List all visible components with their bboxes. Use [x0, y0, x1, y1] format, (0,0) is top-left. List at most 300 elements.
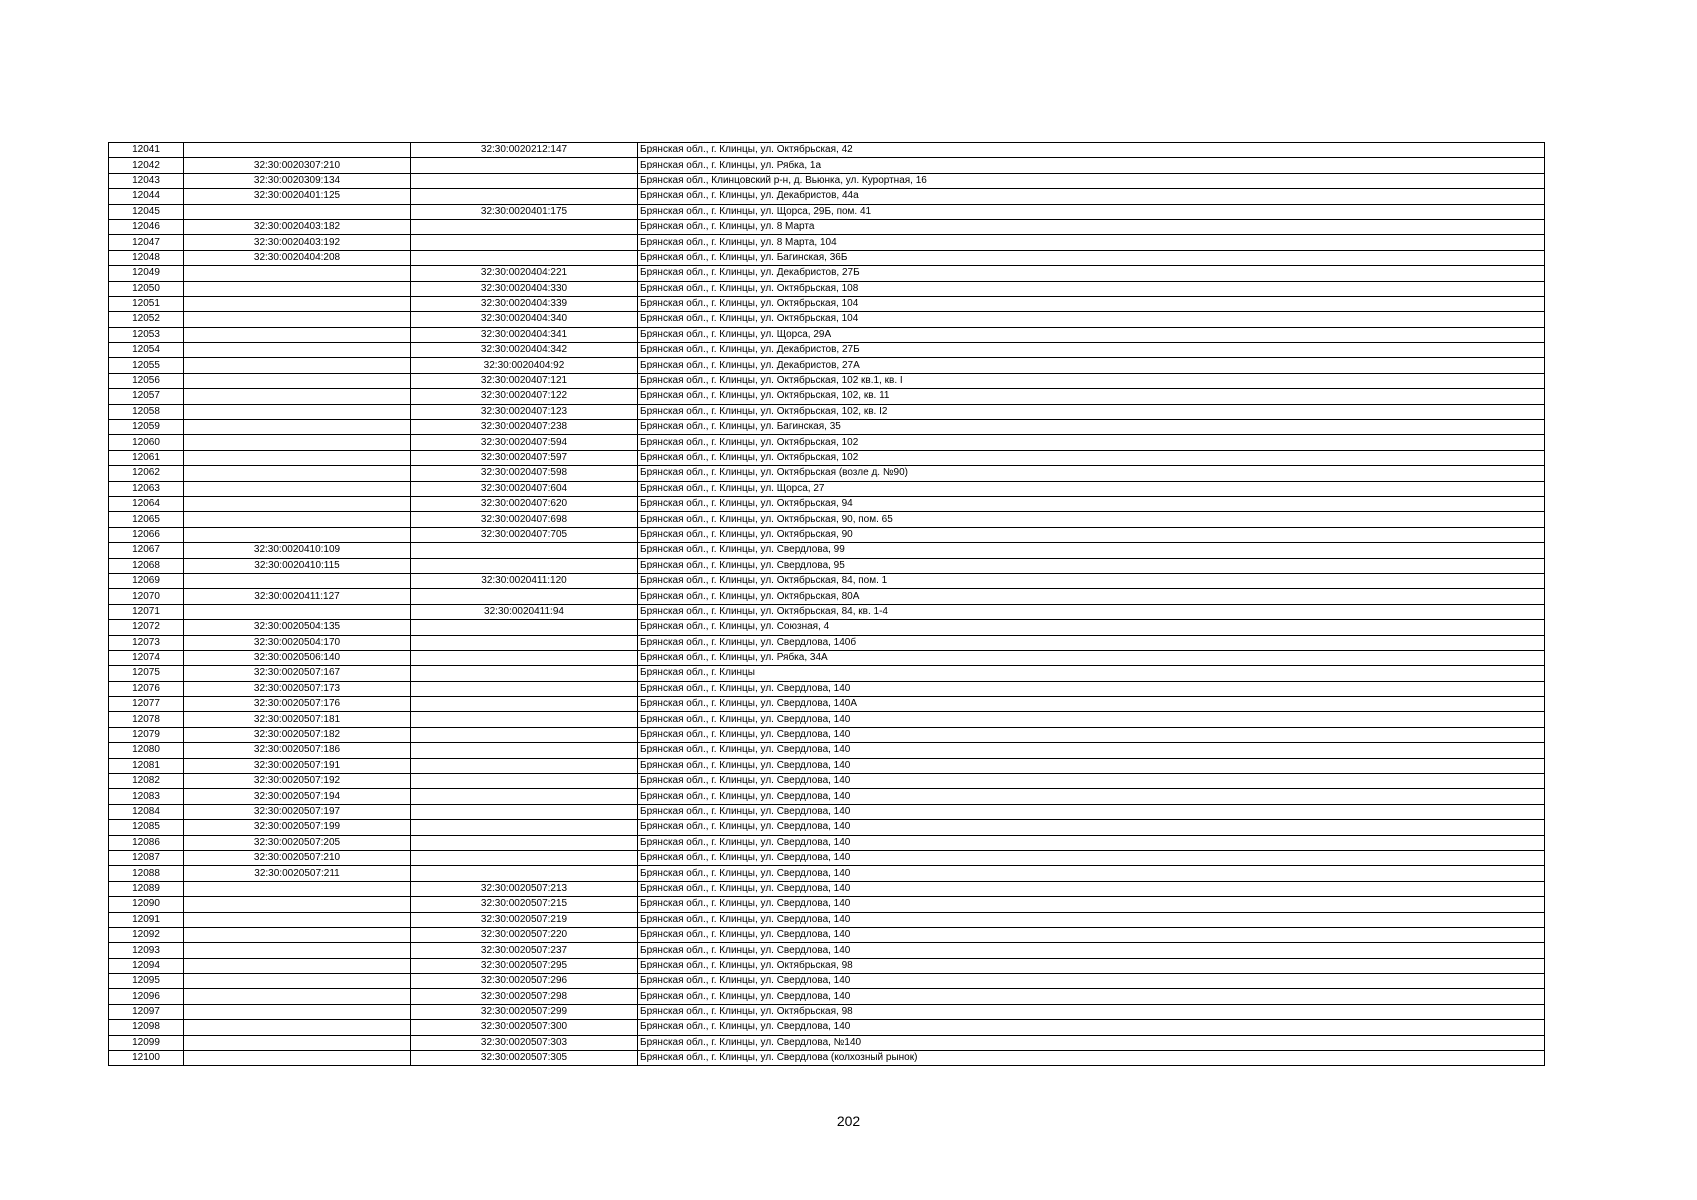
cadastral-number-a-cell: 32:30:0020410:115 — [184, 558, 411, 573]
cadastral-number-a-cell — [184, 450, 411, 465]
cadastral-number-a-cell: 32:30:0020504:170 — [184, 635, 411, 650]
row-number-cell: 12097 — [109, 1004, 184, 1019]
table-row — [109, 758, 1545, 773]
row-number-cell: 12076 — [109, 681, 184, 696]
table-row — [109, 312, 1545, 327]
cadastral-number-b-cell: 32:30:0020507:299 — [411, 1004, 638, 1019]
cadastral-number-a-cell: 32:30:0020507:173 — [184, 681, 411, 696]
row-number-cell: 12054 — [109, 343, 184, 358]
cadastral-number-b-cell: 32:30:0020404:342 — [411, 343, 638, 358]
table-row — [109, 158, 1545, 173]
cadastral-number-b-cell — [411, 558, 638, 573]
row-number-cell: 12095 — [109, 974, 184, 989]
cadastral-number-a-cell — [184, 1051, 411, 1066]
row-number-cell: 12058 — [109, 404, 184, 419]
address-cell: Брянская обл., г. Клинцы, ул. Октябрьская, 102, кв. I2 — [638, 404, 1545, 419]
cadastral-number-b-cell: 32:30:0020507:220 — [411, 927, 638, 942]
address-cell: Брянская обл., г. Клинцы, ул. Свердлова, 140 — [638, 1020, 1545, 1035]
table-row — [109, 219, 1545, 234]
table-row — [109, 604, 1545, 619]
row-number-cell: 12071 — [109, 604, 184, 619]
cadastral-number-a-cell: 32:30:0020507:194 — [184, 789, 411, 804]
row-number-cell: 12064 — [109, 496, 184, 511]
table-row — [109, 512, 1545, 527]
row-number-cell: 12087 — [109, 850, 184, 865]
cadastral-number-a-cell — [184, 143, 411, 158]
cadastral-number-a-cell: 32:30:0020507:199 — [184, 820, 411, 835]
table-row — [109, 681, 1545, 696]
table-row — [109, 974, 1545, 989]
cadastral-number-a-cell: 32:30:0020410:109 — [184, 543, 411, 558]
row-number-cell: 12055 — [109, 358, 184, 373]
row-number-cell: 12080 — [109, 743, 184, 758]
table-row — [109, 881, 1545, 896]
address-cell: Брянская обл., г. Клинцы, ул. Рябка, 1а — [638, 158, 1545, 173]
address-cell: Брянская обл., г. Клинцы, ул. Октябрьская, 98 — [638, 1004, 1545, 1019]
cadastral-number-a-cell: 32:30:0020504:135 — [184, 620, 411, 635]
row-number-cell: 12065 — [109, 512, 184, 527]
row-number-cell: 12052 — [109, 312, 184, 327]
table-row — [109, 343, 1545, 358]
table-row — [109, 712, 1545, 727]
row-number-cell: 12056 — [109, 373, 184, 388]
table-row — [109, 143, 1545, 158]
cadastral-number-b-cell: 32:30:0020507:215 — [411, 897, 638, 912]
address-cell: Брянская обл., г. Клинцы, ул. 8 Марта — [638, 219, 1545, 234]
cadastral-number-b-cell: 32:30:0020507:295 — [411, 958, 638, 973]
row-number-cell: 12099 — [109, 1035, 184, 1050]
address-cell: Брянская обл., г. Клинцы, ул. Рябка, 34А — [638, 650, 1545, 665]
cadastral-number-b-cell — [411, 666, 638, 681]
address-cell: Брянская обл., г. Клинцы, ул. Свердлова, 140 — [638, 943, 1545, 958]
row-number-cell: 12060 — [109, 435, 184, 450]
cadastral-number-b-cell: 32:30:0020411:94 — [411, 604, 638, 619]
row-number-cell: 12090 — [109, 897, 184, 912]
row-number-cell: 12082 — [109, 774, 184, 789]
address-cell: Брянская обл., г. Клинцы, ул. Свердлова, 140 — [638, 712, 1545, 727]
cadastral-number-a-cell — [184, 389, 411, 404]
row-number-cell: 12059 — [109, 420, 184, 435]
address-cell: Брянская обл., г. Клинцы, ул. Свердлова, 140 — [638, 989, 1545, 1004]
address-cell: Брянская обл., Клинцовский р-н, д. Вьюнка, ул. Курортная, 16 — [638, 173, 1545, 188]
table-row — [109, 743, 1545, 758]
table-row — [109, 1035, 1545, 1050]
address-cell: Брянская обл., г. Клинцы, ул. Октябрьская, 102, кв. 11 — [638, 389, 1545, 404]
cadastral-number-a-cell — [184, 512, 411, 527]
table-row — [109, 266, 1545, 281]
table-row — [109, 496, 1545, 511]
registry-table-body — [109, 143, 1545, 1066]
row-number-cell: 12083 — [109, 789, 184, 804]
cadastral-number-a-cell — [184, 1035, 411, 1050]
row-number-cell: 12048 — [109, 250, 184, 265]
cadastral-number-b-cell — [411, 173, 638, 188]
cadastral-number-b-cell — [411, 850, 638, 865]
table-row — [109, 943, 1545, 958]
cadastral-number-b-cell: 32:30:0020407:620 — [411, 496, 638, 511]
table-row — [109, 789, 1545, 804]
address-cell: Брянская обл., г. Клинцы, ул. Свердлова, №140 — [638, 1035, 1545, 1050]
row-number-cell: 12053 — [109, 327, 184, 342]
cadastral-number-b-cell — [411, 835, 638, 850]
table-row — [109, 958, 1545, 973]
table-row — [109, 820, 1545, 835]
cadastral-number-a-cell — [184, 296, 411, 311]
row-number-cell: 12086 — [109, 835, 184, 850]
row-number-cell: 12084 — [109, 804, 184, 819]
row-number-cell: 12072 — [109, 620, 184, 635]
table-row — [109, 697, 1545, 712]
table-row — [109, 804, 1545, 819]
address-cell: Брянская обл., г. Клинцы, ул. Октябрьская, 84, кв. 1-4 — [638, 604, 1545, 619]
page-number: 202 — [836, 1113, 861, 1129]
cadastral-number-b-cell: 32:30:0020407:597 — [411, 450, 638, 465]
cadastral-number-a-cell — [184, 496, 411, 511]
address-cell: Брянская обл., г. Клинцы, ул. Свердлова, 140 — [638, 850, 1545, 865]
row-number-cell: 12079 — [109, 727, 184, 742]
address-cell: Брянская обл., г. Клинцы, ул. Октябрьская, 90, пом. 65 — [638, 512, 1545, 527]
address-cell: Брянская обл., г. Клинцы, ул. Октябрьская, 84, пом. 1 — [638, 573, 1545, 588]
row-number-cell: 12066 — [109, 527, 184, 542]
row-number-cell: 12096 — [109, 989, 184, 1004]
cadastral-number-a-cell — [184, 404, 411, 419]
address-cell: Брянская обл., г. Клинцы, ул. Багинская, 36Б — [638, 250, 1545, 265]
row-number-cell: 12092 — [109, 927, 184, 942]
row-number-cell: 12042 — [109, 158, 184, 173]
cadastral-number-a-cell — [184, 527, 411, 542]
cadastral-number-a-cell — [184, 420, 411, 435]
cadastral-number-a-cell: 32:30:0020507:186 — [184, 743, 411, 758]
table-row — [109, 912, 1545, 927]
table-row — [109, 543, 1545, 558]
address-cell: Брянская обл., г. Клинцы, ул. Декабристов, 27А — [638, 358, 1545, 373]
row-number-cell: 12077 — [109, 697, 184, 712]
cadastral-number-b-cell: 32:30:0020404:339 — [411, 296, 638, 311]
cadastral-number-b-cell: 32:30:0020507:300 — [411, 1020, 638, 1035]
address-cell: Брянская обл., г. Клинцы, ул. Октябрьская, 80А — [638, 589, 1545, 604]
table-row — [109, 1051, 1545, 1066]
row-number-cell: 12075 — [109, 666, 184, 681]
address-cell: Брянская обл., г. Клинцы, ул. Свердлова, 140 — [638, 743, 1545, 758]
row-number-cell: 12067 — [109, 543, 184, 558]
row-number-cell: 12061 — [109, 450, 184, 465]
address-cell: Брянская обл., г. Клинцы, ул. Свердлова, 140 — [638, 681, 1545, 696]
table-row — [109, 1020, 1545, 1035]
cadastral-number-a-cell: 32:30:0020507:182 — [184, 727, 411, 742]
row-number-cell: 12100 — [109, 1051, 184, 1066]
address-cell: Брянская обл., г. Клинцы, ул. Союзная, 4 — [638, 620, 1545, 635]
row-number-cell: 12043 — [109, 173, 184, 188]
address-cell: Брянская обл., г. Клинцы, ул. Свердлова, 140 — [638, 789, 1545, 804]
address-cell: Брянская обл., г. Клинцы, ул. Свердлова, 140 — [638, 804, 1545, 819]
cadastral-number-a-cell: 32:30:0020507:176 — [184, 697, 411, 712]
cadastral-number-a-cell — [184, 358, 411, 373]
table-row — [109, 420, 1545, 435]
table-row — [109, 481, 1545, 496]
cadastral-number-b-cell: 32:30:0020407:122 — [411, 389, 638, 404]
address-cell: Брянская обл., г. Клинцы, ул. Свердлова, 140 — [638, 881, 1545, 896]
cadastral-number-b-cell: 32:30:0020411:120 — [411, 573, 638, 588]
address-cell: Брянская обл., г. Клинцы, ул. 8 Марта, 104 — [638, 235, 1545, 250]
address-cell: Брянская обл., г. Клинцы, ул. Октябрьская, 104 — [638, 312, 1545, 327]
cadastral-number-b-cell: 32:30:0020407:238 — [411, 420, 638, 435]
cadastral-number-b-cell — [411, 219, 638, 234]
cadastral-number-b-cell: 32:30:0020507:213 — [411, 881, 638, 896]
address-cell: Брянская обл., г. Клинцы, ул. Октябрьская, 102 — [638, 450, 1545, 465]
address-cell: Брянская обл., г. Клинцы, ул. Октябрьская, 90 — [638, 527, 1545, 542]
table-row — [109, 897, 1545, 912]
cadastral-number-a-cell: 32:30:0020411:127 — [184, 589, 411, 604]
cadastral-number-b-cell: 32:30:0020404:340 — [411, 312, 638, 327]
row-number-cell: 12081 — [109, 758, 184, 773]
cadastral-number-a-cell — [184, 927, 411, 942]
table-row — [109, 235, 1545, 250]
cadastral-number-a-cell: 32:30:0020507:210 — [184, 850, 411, 865]
table-row — [109, 527, 1545, 542]
row-number-cell: 12045 — [109, 204, 184, 219]
row-number-cell: 12078 — [109, 712, 184, 727]
row-number-cell: 12041 — [109, 143, 184, 158]
address-cell: Брянская обл., г. Клинцы, ул. Багинская, 35 — [638, 420, 1545, 435]
cadastral-number-a-cell — [184, 1004, 411, 1019]
address-cell: Брянская обл., г. Клинцы, ул. Свердлова, 99 — [638, 543, 1545, 558]
address-cell: Брянская обл., г. Клинцы, ул. Свердлова (колхозный рынок) — [638, 1051, 1545, 1066]
table-row — [109, 727, 1545, 742]
table-row — [109, 450, 1545, 465]
cadastral-number-a-cell: 32:30:0020507:167 — [184, 666, 411, 681]
table-row — [109, 989, 1545, 1004]
registry-table — [108, 142, 1545, 1066]
table-row — [109, 435, 1545, 450]
cadastral-number-a-cell — [184, 604, 411, 619]
cadastral-number-b-cell: 32:30:0020507:303 — [411, 1035, 638, 1050]
row-number-cell: 12073 — [109, 635, 184, 650]
cadastral-number-b-cell: 32:30:0020404:330 — [411, 281, 638, 296]
row-number-cell: 12062 — [109, 466, 184, 481]
cadastral-number-b-cell — [411, 866, 638, 881]
address-cell: Брянская обл., г. Клинцы, ул. Свердлова, 140 — [638, 835, 1545, 850]
row-number-cell: 12085 — [109, 820, 184, 835]
cadastral-number-a-cell — [184, 897, 411, 912]
address-cell: Брянская обл., г. Клинцы, ул. Октябрьская (возле д. №90) — [638, 466, 1545, 481]
cadastral-number-b-cell — [411, 712, 638, 727]
cadastral-number-a-cell — [184, 266, 411, 281]
cadastral-number-b-cell — [411, 727, 638, 742]
table-row — [109, 927, 1545, 942]
cadastral-number-b-cell: 32:30:0020212:147 — [411, 143, 638, 158]
cadastral-number-a-cell — [184, 958, 411, 973]
cadastral-number-a-cell — [184, 373, 411, 388]
cadastral-number-b-cell: 32:30:0020407:705 — [411, 527, 638, 542]
address-cell: Брянская обл., г. Клинцы, ул. Октябрьская, 94 — [638, 496, 1545, 511]
cadastral-number-b-cell: 32:30:0020404:92 — [411, 358, 638, 373]
cadastral-number-b-cell: 32:30:0020407:121 — [411, 373, 638, 388]
table-row — [109, 204, 1545, 219]
cadastral-number-a-cell: 32:30:0020403:182 — [184, 219, 411, 234]
address-cell: Брянская обл., г. Клинцы, ул. Свердлова, 140 — [638, 897, 1545, 912]
cadastral-number-b-cell — [411, 543, 638, 558]
cadastral-number-a-cell: 32:30:0020507:211 — [184, 866, 411, 881]
table-row — [109, 404, 1545, 419]
address-cell: Брянская обл., г. Клинцы, ул. Октябрьская, 42 — [638, 143, 1545, 158]
cadastral-number-a-cell: 32:30:0020507:192 — [184, 774, 411, 789]
table-row — [109, 173, 1545, 188]
table-row — [109, 835, 1545, 850]
address-cell: Брянская обл., г. Клинцы, ул. Свердлова, 95 — [638, 558, 1545, 573]
row-number-cell: 12057 — [109, 389, 184, 404]
cadastral-number-b-cell: 32:30:0020507:296 — [411, 974, 638, 989]
row-number-cell: 12069 — [109, 573, 184, 588]
cadastral-number-b-cell: 32:30:0020404:341 — [411, 327, 638, 342]
row-number-cell: 12047 — [109, 235, 184, 250]
address-cell: Брянская обл., г. Клинцы, ул. Щорса, 27 — [638, 481, 1545, 496]
cadastral-number-b-cell: 32:30:0020401:175 — [411, 204, 638, 219]
table-row — [109, 466, 1545, 481]
table-row — [109, 389, 1545, 404]
cadastral-number-a-cell: 32:30:0020401:125 — [184, 189, 411, 204]
cadastral-number-a-cell: 32:30:0020507:181 — [184, 712, 411, 727]
cadastral-number-a-cell — [184, 281, 411, 296]
address-cell: Брянская обл., г. Клинцы, ул. Октябрьская, 102 кв.1, кв. I — [638, 373, 1545, 388]
cadastral-number-b-cell — [411, 804, 638, 819]
table-row — [109, 573, 1545, 588]
cadastral-number-b-cell: 32:30:0020507:237 — [411, 943, 638, 958]
cadastral-number-b-cell — [411, 158, 638, 173]
address-cell: Брянская обл., г. Клинцы, ул. Декабристов, 27Б — [638, 266, 1545, 281]
cadastral-number-b-cell — [411, 774, 638, 789]
row-number-cell: 12070 — [109, 589, 184, 604]
registry-table-wrap — [108, 142, 1545, 1066]
table-row — [109, 250, 1545, 265]
cadastral-number-b-cell — [411, 758, 638, 773]
cadastral-number-a-cell: 32:30:0020507:191 — [184, 758, 411, 773]
address-cell: Брянская обл., г. Клинцы, ул. Свердлова, 140 — [638, 927, 1545, 942]
row-number-cell: 12068 — [109, 558, 184, 573]
cadastral-number-a-cell: 32:30:0020404:208 — [184, 250, 411, 265]
cadastral-number-b-cell: 32:30:0020407:698 — [411, 512, 638, 527]
address-cell: Брянская обл., г. Клинцы, ул. Октябрьская, 102 — [638, 435, 1545, 450]
cadastral-number-b-cell — [411, 681, 638, 696]
row-number-cell: 12046 — [109, 219, 184, 234]
address-cell: Брянская обл., г. Клинцы, ул. Свердлова, 140б — [638, 635, 1545, 650]
row-number-cell: 12094 — [109, 958, 184, 973]
table-row — [109, 558, 1545, 573]
row-number-cell: 12098 — [109, 1020, 184, 1035]
address-cell: Брянская обл., г. Клинцы, ул. Свердлова, 140 — [638, 758, 1545, 773]
address-cell: Брянская обл., г. Клинцы, ул. Щорса, 29Б, пом. 41 — [638, 204, 1545, 219]
row-number-cell: 12063 — [109, 481, 184, 496]
cadastral-number-a-cell — [184, 912, 411, 927]
cadastral-number-a-cell — [184, 881, 411, 896]
cadastral-number-b-cell — [411, 743, 638, 758]
table-row — [109, 866, 1545, 881]
address-cell: Брянская обл., г. Клинцы, ул. Октябрьская, 108 — [638, 281, 1545, 296]
row-number-cell: 12044 — [109, 189, 184, 204]
address-cell: Брянская обл., г. Клинцы, ул. Свердлова, 140 — [638, 727, 1545, 742]
cadastral-number-a-cell: 32:30:0020507:205 — [184, 835, 411, 850]
address-cell: Брянская обл., г. Клинцы, ул. Свердлова, 140 — [638, 974, 1545, 989]
cadastral-number-b-cell — [411, 189, 638, 204]
cadastral-number-b-cell: 32:30:0020507:219 — [411, 912, 638, 927]
cadastral-number-b-cell — [411, 650, 638, 665]
row-number-cell: 12074 — [109, 650, 184, 665]
cadastral-number-b-cell: 32:30:0020407:604 — [411, 481, 638, 496]
cadastral-number-a-cell — [184, 343, 411, 358]
table-row — [109, 635, 1545, 650]
row-number-cell: 12049 — [109, 266, 184, 281]
cadastral-number-b-cell — [411, 589, 638, 604]
row-number-cell: 12051 — [109, 296, 184, 311]
row-number-cell: 12089 — [109, 881, 184, 896]
cadastral-number-a-cell — [184, 204, 411, 219]
cadastral-number-b-cell: 32:30:0020407:598 — [411, 466, 638, 481]
cadastral-number-a-cell — [184, 481, 411, 496]
cadastral-number-b-cell: 32:30:0020507:298 — [411, 989, 638, 1004]
address-cell: Брянская обл., г. Клинцы — [638, 666, 1545, 681]
address-cell: Брянская обл., г. Клинцы, ул. Свердлова, 140 — [638, 774, 1545, 789]
table-row — [109, 1004, 1545, 1019]
table-row — [109, 650, 1545, 665]
cadastral-number-a-cell — [184, 989, 411, 1004]
address-cell: Брянская обл., г. Клинцы, ул. Свердлова, 140 — [638, 820, 1545, 835]
cadastral-number-b-cell — [411, 620, 638, 635]
row-number-cell: 12088 — [109, 866, 184, 881]
row-number-cell: 12091 — [109, 912, 184, 927]
cadastral-number-a-cell — [184, 312, 411, 327]
cadastral-number-a-cell — [184, 466, 411, 481]
address-cell: Брянская обл., г. Клинцы, ул. Щорса, 29А — [638, 327, 1545, 342]
cadastral-number-b-cell — [411, 820, 638, 835]
address-cell: Брянская обл., г. Клинцы, ул. Свердлова, 140А — [638, 697, 1545, 712]
cadastral-number-a-cell — [184, 943, 411, 958]
table-row — [109, 189, 1545, 204]
table-row — [109, 296, 1545, 311]
cadastral-number-b-cell — [411, 789, 638, 804]
table-row — [109, 774, 1545, 789]
address-cell: Брянская обл., г. Клинцы, ул. Свердлова, 140 — [638, 912, 1545, 927]
address-cell: Брянская обл., г. Клинцы, ул. Свердлова, 140 — [638, 866, 1545, 881]
cadastral-number-a-cell: 32:30:0020309:134 — [184, 173, 411, 188]
table-row — [109, 666, 1545, 681]
cadastral-number-b-cell — [411, 250, 638, 265]
table-row — [109, 358, 1545, 373]
cadastral-number-b-cell — [411, 697, 638, 712]
cadastral-number-b-cell: 32:30:0020407:594 — [411, 435, 638, 450]
address-cell: Брянская обл., г. Клинцы, ул. Декабристов, 27Б — [638, 343, 1545, 358]
cadastral-number-b-cell: 32:30:0020407:123 — [411, 404, 638, 419]
cadastral-number-a-cell — [184, 327, 411, 342]
cadastral-number-b-cell: 32:30:0020507:305 — [411, 1051, 638, 1066]
cadastral-number-a-cell: 32:30:0020506:140 — [184, 650, 411, 665]
address-cell: Брянская обл., г. Клинцы, ул. Декабристов, 44а — [638, 189, 1545, 204]
cadastral-number-b-cell: 32:30:0020404:221 — [411, 266, 638, 281]
cadastral-number-a-cell: 32:30:0020403:192 — [184, 235, 411, 250]
cadastral-number-a-cell: 32:30:0020307:210 — [184, 158, 411, 173]
cadastral-number-b-cell — [411, 635, 638, 650]
cadastral-number-a-cell: 32:30:0020507:197 — [184, 804, 411, 819]
cadastral-number-a-cell — [184, 974, 411, 989]
row-number-cell: 12093 — [109, 943, 184, 958]
cadastral-number-a-cell — [184, 435, 411, 450]
table-row — [109, 281, 1545, 296]
table-row — [109, 850, 1545, 865]
row-number-cell: 12050 — [109, 281, 184, 296]
table-row — [109, 620, 1545, 635]
address-cell: Брянская обл., г. Клинцы, ул. Октябрьская, 98 — [638, 958, 1545, 973]
table-row — [109, 373, 1545, 388]
cadastral-number-a-cell — [184, 573, 411, 588]
cadastral-number-a-cell — [184, 1020, 411, 1035]
